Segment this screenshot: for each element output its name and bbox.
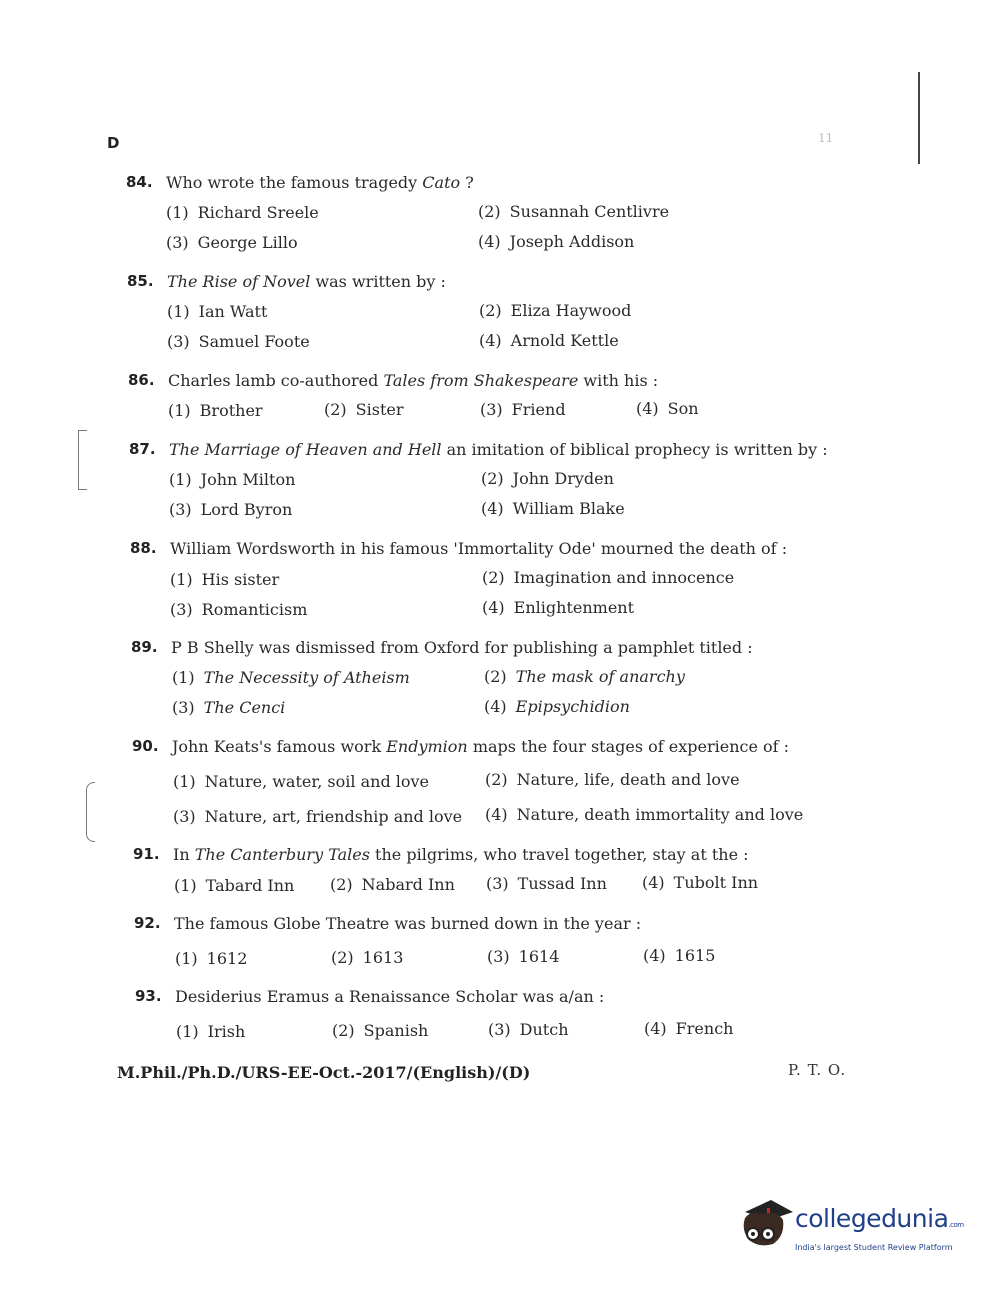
option-3: (3) Romanticism: [170, 600, 308, 619]
mascot-icon: [737, 1196, 795, 1256]
question-series-letter: D: [107, 134, 120, 152]
option-1: (1) Tabard Inn: [174, 876, 295, 895]
question-text: The famous Globe Theatre was burned down in the year :: [174, 914, 642, 933]
option-4: (4) Tubolt Inn: [642, 873, 759, 892]
question-number: 92.: [134, 914, 161, 932]
option-2: (2) Eliza Haywood: [479, 301, 632, 320]
question-number: 87.: [129, 440, 156, 458]
option-4: (4) Epipsychidion: [484, 697, 630, 716]
option-4: (4) Arnold Kettle: [479, 331, 619, 350]
option-1: (1) Richard Sreele: [166, 203, 319, 222]
question-number: 90.: [132, 737, 159, 755]
option-3: (3) Tussad Inn: [486, 874, 607, 893]
question-number: 91.: [133, 845, 160, 863]
option-1: (1) Nature, water, soil and love: [173, 772, 430, 791]
option-1: (1) The Necessity of Atheism: [172, 668, 410, 687]
logo-tagline: India's largest Student Review Platform: [795, 1243, 953, 1252]
option-2: (2) Imagination and innocence: [482, 568, 735, 587]
option-4: (4) 1615: [643, 946, 716, 965]
option-1: (1) Irish: [176, 1022, 246, 1041]
option-2: (2) 1613: [331, 948, 404, 967]
question-text: Who wrote the famous tragedy Cato ?: [166, 173, 474, 192]
option-3: (3) The Cenci: [172, 698, 286, 717]
question-number: 86.: [128, 371, 155, 389]
option-2: (2) Sister: [324, 400, 404, 419]
option-2: (2) The mask of anarchy: [484, 667, 685, 686]
option-2: (2) Spanish: [332, 1021, 429, 1040]
option-3: (3) Dutch: [488, 1020, 569, 1039]
question-number: 85.: [127, 272, 154, 290]
option-3: (3) 1614: [487, 947, 560, 966]
question-text: John Keats's famous work Endymion maps the four stages of experience of :: [172, 737, 790, 756]
question-text: William Wordsworth in his famous 'Immortality Ode' mourned the death of :: [170, 539, 788, 558]
option-4: (4) Enlightenment: [482, 598, 635, 617]
option-1: (1) Ian Watt: [167, 302, 268, 321]
question-number: 93.: [135, 987, 162, 1005]
margin-bracket-mark: [86, 782, 95, 842]
option-2: (2) Susannah Centlivre: [478, 202, 670, 221]
question-text: Desiderius Eramus a Renaissance Scholar was a/an :: [175, 987, 605, 1006]
option-4: (4) William Blake: [481, 499, 625, 518]
option-3: (3) George Lillo: [166, 233, 298, 252]
question-text: The Rise of Novel was written by :: [167, 272, 446, 291]
option-3: (3) Friend: [480, 400, 566, 419]
question-number: 88.: [130, 539, 157, 557]
paper-code: M.Phil./Ph.D./URS-EE-Oct.-2017/(English)/(D): [117, 1063, 531, 1082]
margin-bracket-mark: [78, 430, 87, 490]
option-3: (3) Samuel Foote: [167, 332, 310, 351]
option-4: (4) French: [644, 1019, 734, 1038]
question-text: The Marriage of Heaven and Hell an imitation of biblical prophecy is written by :: [169, 440, 828, 459]
logo-wordmark: collegedunia.com: [795, 1204, 964, 1233]
option-2: (2) Nature, life, death and love: [485, 770, 740, 789]
question-number: 84.: [126, 173, 153, 191]
page-number: 11: [818, 131, 834, 145]
option-1: (1) 1612: [175, 949, 248, 968]
option-3: (3) Lord Byron: [169, 500, 293, 519]
option-4: (4) Nature, death immortality and love: [485, 805, 804, 824]
pto-label: P. T. O.: [788, 1061, 847, 1079]
collegedunia-logo: [737, 1196, 964, 1266]
option-2: (2) Nabard Inn: [330, 875, 455, 894]
option-2: (2) John Dryden: [481, 469, 614, 488]
question-number: 89.: [131, 638, 158, 656]
question-text: In The Canterbury Tales the pilgrims, who travel together, stay at the :: [173, 845, 749, 864]
option-1: (1) Brother: [168, 401, 263, 420]
option-1: (1) John Milton: [169, 470, 296, 489]
question-text: Charles lamb co-authored Tales from Shakespeare with his :: [168, 371, 659, 390]
page-edge-line: [918, 72, 920, 164]
option-3: (3) Nature, art, friendship and love: [173, 807, 463, 826]
option-4: (4) Son: [636, 399, 699, 418]
option-4: (4) Joseph Addison: [478, 232, 635, 251]
option-1: (1) His sister: [170, 570, 280, 589]
question-text: P B Shelly was dismissed from Oxford for publishing a pamphlet titled :: [171, 638, 753, 657]
